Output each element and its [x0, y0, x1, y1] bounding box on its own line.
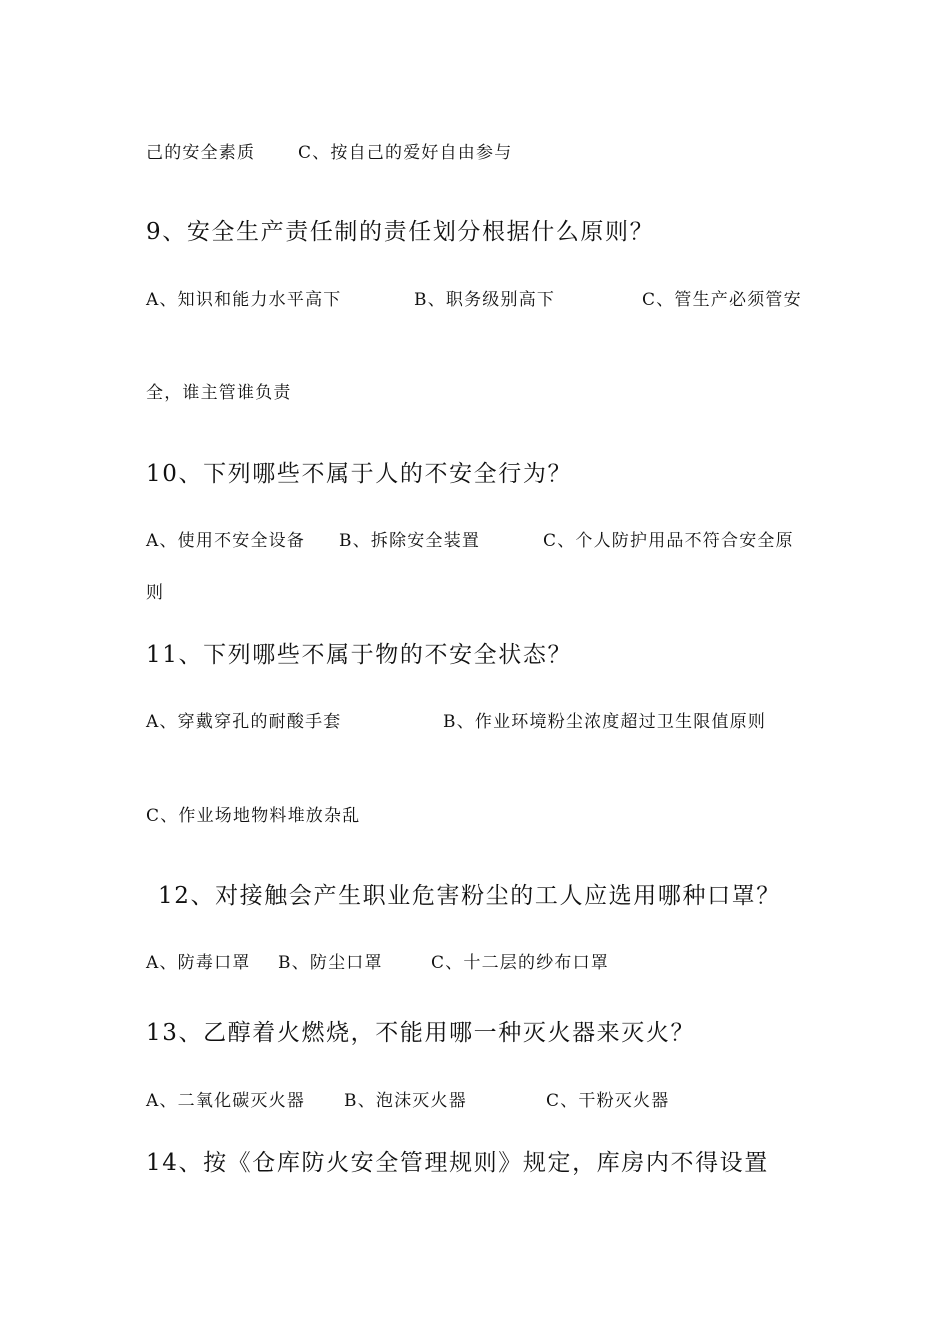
- q8-option-c: C、按自己的爱好自由参与: [298, 143, 513, 163]
- question-10: 10、下列哪些不属于人的不安全行为？: [146, 461, 573, 487]
- q13-option-b: B、泡沫灭火器: [344, 1091, 467, 1111]
- question-14: 14、按《仓库防火安全管理规则》规定，库房内不得设置: [146, 1150, 769, 1176]
- q10-option-c: C、个人防护用品不符合安全原: [543, 531, 794, 551]
- q10-option-a: A、使用不安全设备: [146, 531, 306, 551]
- q9-option-a: A、知识和能力水平高下: [146, 290, 342, 310]
- q13-option-c: C、干粉灭火器: [546, 1091, 670, 1111]
- q12-option-a: A、防毒口罩: [146, 953, 251, 973]
- q9-option-c: C、管生产必须管安: [642, 290, 802, 310]
- question-10-options-continued: 则: [146, 583, 165, 603]
- question-13: 13、乙醇着火燃烧，不能用哪一种灭火器来灭火？: [146, 1020, 696, 1046]
- question-9: 9、安全生产责任制的责任划分根据什么原则？: [146, 219, 655, 245]
- q12-option-b: B、防尘口罩: [278, 953, 383, 973]
- q13-option-a: A、二氧化碳灭火器: [146, 1091, 306, 1111]
- question-11-option-c: C、作业场地物料堆放杂乱: [146, 806, 361, 826]
- question-9-options: [146, 290, 802, 377]
- question-10-options: [146, 531, 794, 618]
- q9-option-b: B、职务级别高下: [414, 290, 556, 310]
- q11-option-b: B、作业环境粉尘浓度超过卫生限值原则: [443, 712, 767, 732]
- q8-options-continued: [146, 143, 513, 213]
- question-11-options: [146, 712, 767, 782]
- q10-option-b: B、拆除安全装置: [339, 531, 481, 551]
- q11-option-a: A、穿戴穿孔的耐酸手套: [146, 712, 342, 732]
- question-9-options-continued: 全，谁主管谁负责: [146, 383, 292, 403]
- q12-option-c: C、十二层的纱布口罩: [431, 953, 610, 973]
- q8-option-b-tail: 己的安全素质: [146, 143, 256, 163]
- question-12: 12、对接触会产生职业危害粉尘的工人应选用哪种口罩？: [158, 883, 781, 909]
- question-11: 11、下列哪些不属于物的不安全状态？: [146, 642, 573, 668]
